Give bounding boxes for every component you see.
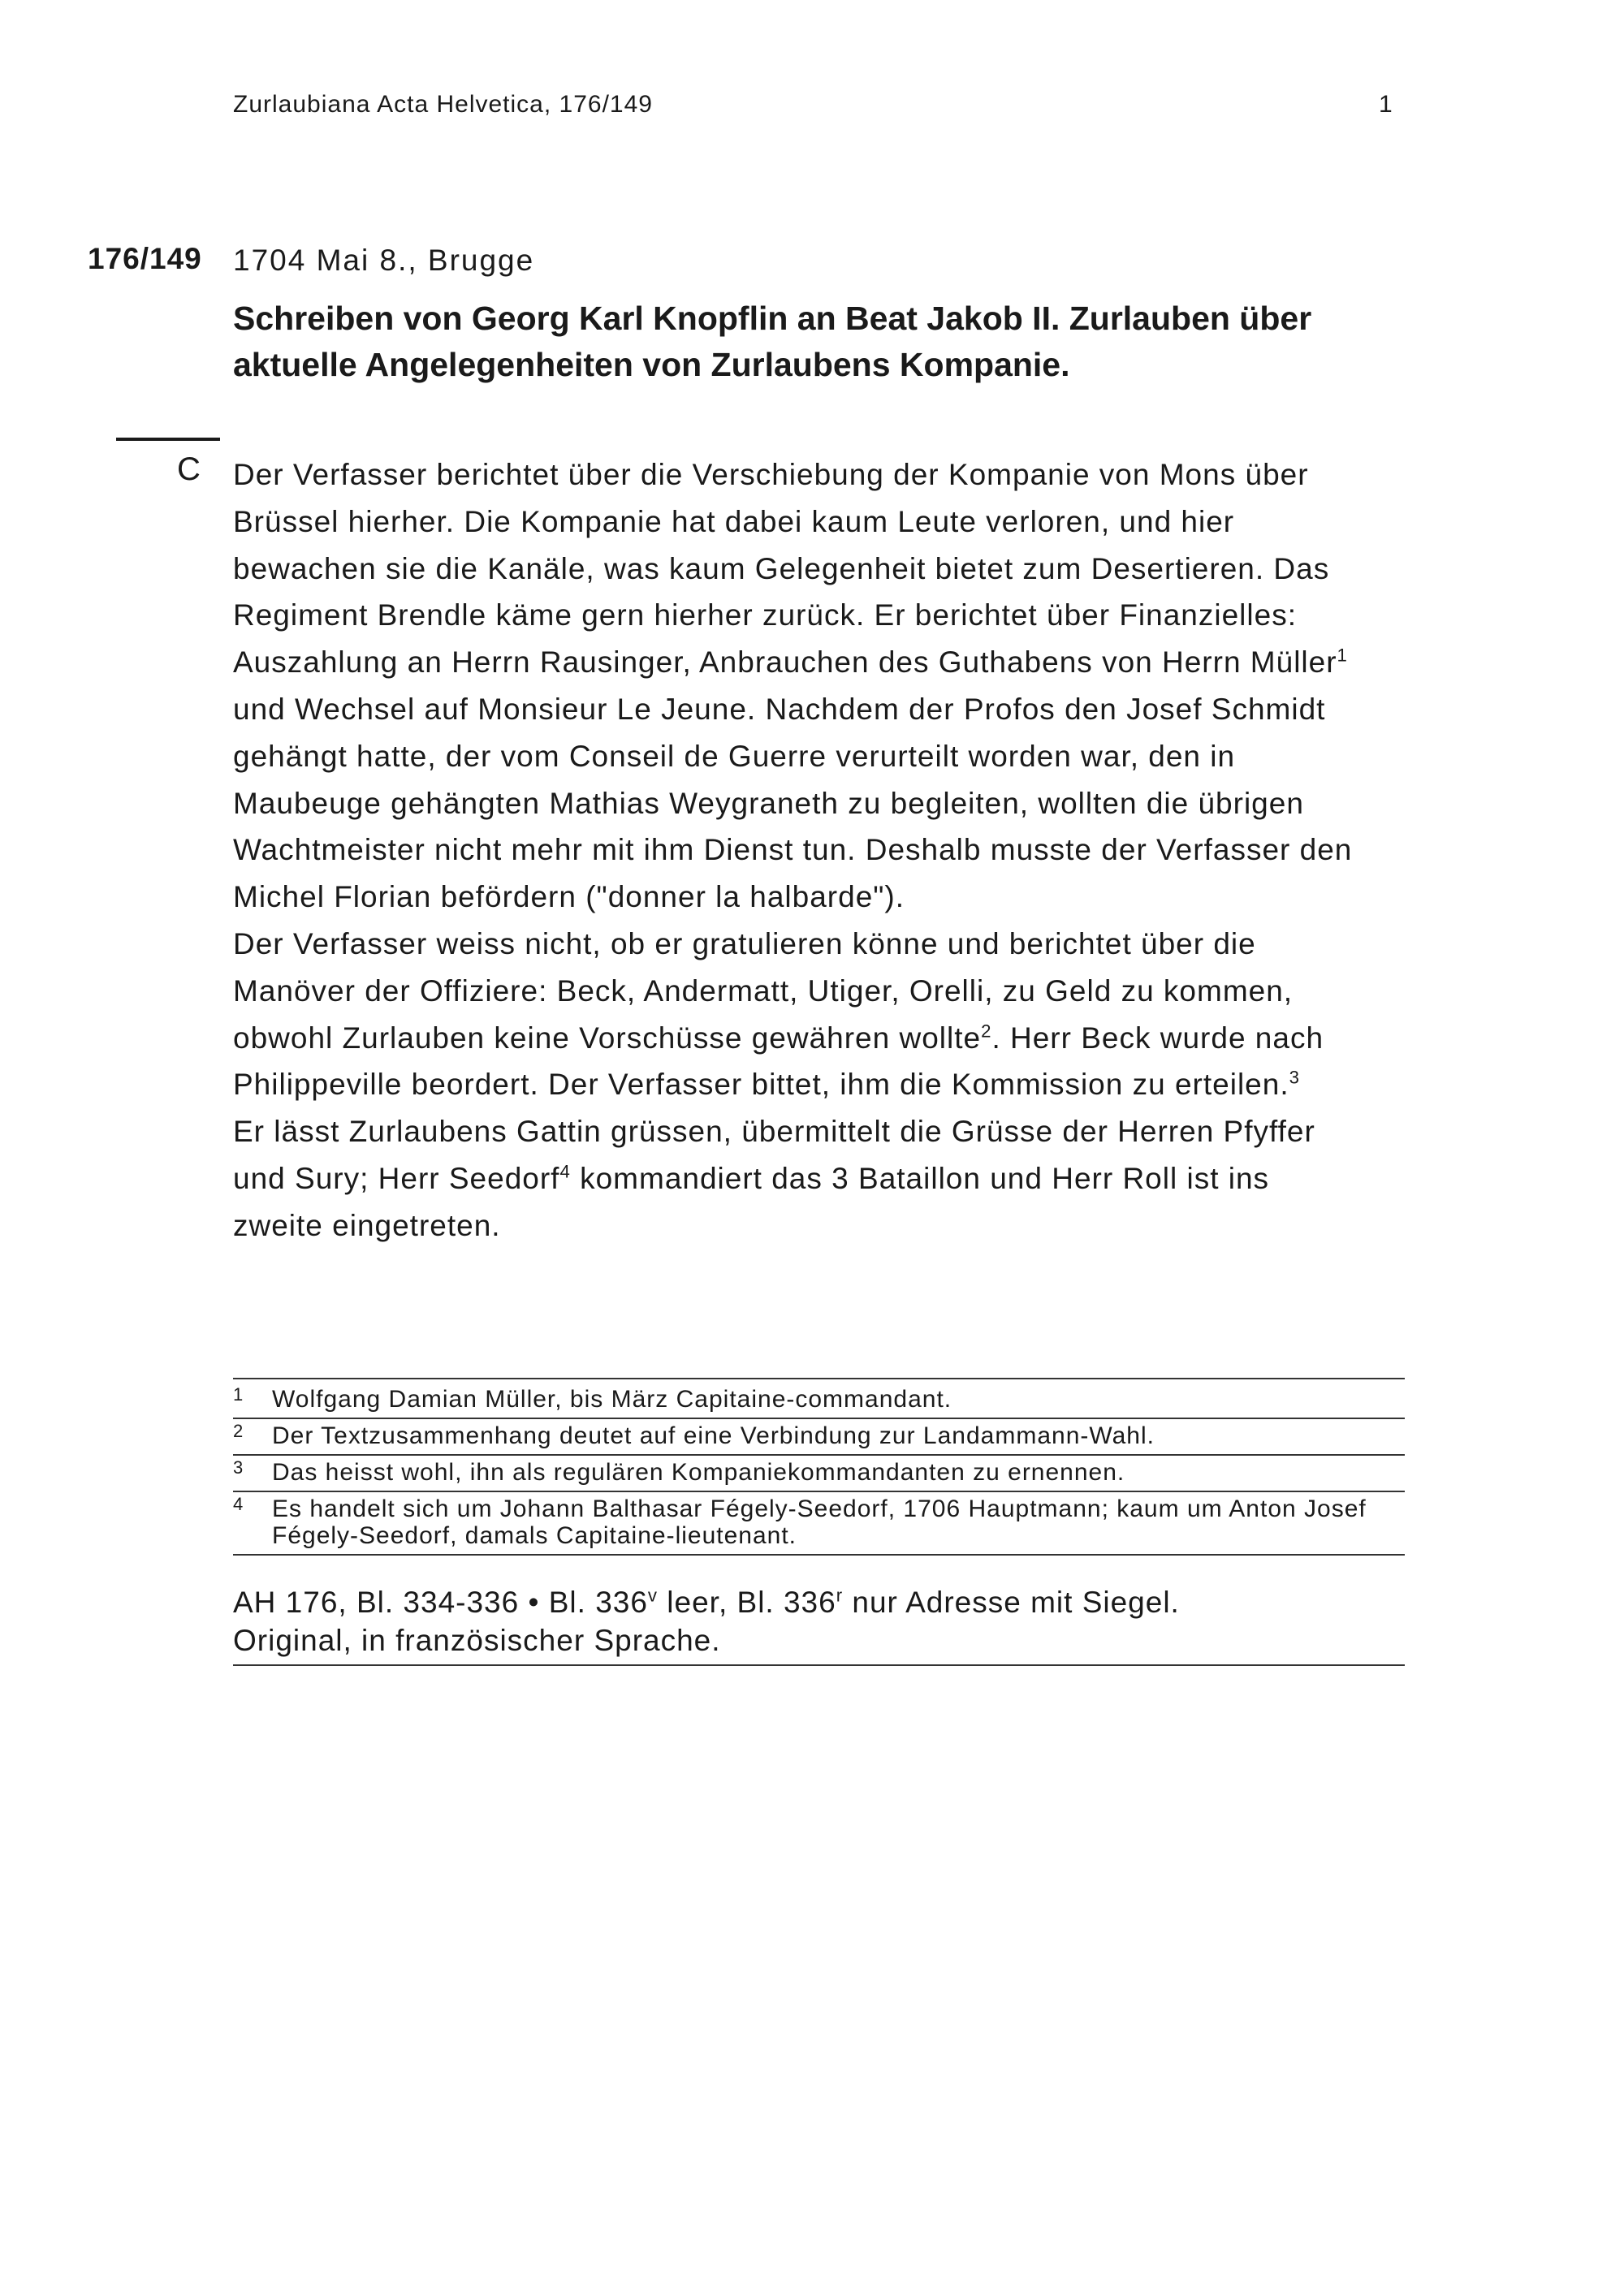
footnote — [233, 1419, 1405, 1456]
summary-line: Maubeuge gehängten Mathias Weygraneth zu begleiten, wollten die übrigen — [233, 786, 1304, 820]
summary-line: Michel Florian befördern ("donner la halbarde"). — [233, 880, 905, 914]
source-text: nur Adresse mit Siegel. — [843, 1586, 1180, 1619]
regest-title — [233, 296, 1435, 388]
summary-line — [233, 639, 1419, 686]
source-note — [233, 1583, 1405, 1666]
document-type-marker: C — [177, 451, 201, 487]
document-number: 176/149 — [88, 242, 202, 275]
summary-line: Der Verfasser weiss nicht, ob er gratulieren könne und berichtet über die — [233, 926, 1256, 960]
folio-side: v — [647, 1585, 659, 1606]
regest-title-line: Schreiben von Georg Karl Knopflin an Beat Jakob II. Zurlauben über — [233, 300, 1312, 337]
source-text: AH 176, Bl. 334-336 • Bl. 336 — [233, 1586, 648, 1619]
page-number: 1 — [1379, 91, 1393, 118]
summary-line: gehängt hatte, der vom Conseil de Guerre verurteilt worden war, den in — [233, 739, 1236, 773]
summary-text-span: Auszahlung an Herrn Rausinger, Anbrauchen des Guthabens von Herrn Müller — [233, 645, 1337, 680]
summary-text-span: Philippeville beordert. Der Verfasser bittet, ihm die Kommission zu erteilen. — [233, 1068, 1289, 1102]
margin-rule — [116, 438, 220, 441]
date-place: 1704 Mai 8., Brugge — [233, 244, 535, 277]
source-line — [233, 1583, 1405, 1621]
summary-line — [233, 1015, 1419, 1062]
running-head: Zurlaubiana Acta Helvetica, 176/149 — [233, 91, 653, 118]
footnote — [233, 1492, 1405, 1556]
summary-line: Manöver der Offiziere: Beck, Andermatt, Utiger, Orelli, zu Geld zu kommen, — [233, 973, 1294, 1008]
footnote — [233, 1379, 1405, 1419]
footnotes — [233, 1378, 1405, 1556]
footnote-ref: 3 — [1289, 1068, 1300, 1089]
summary-line: Wachtmeister nicht mehr mit ihm Dienst tun. Deshalb musste der Verfasser den — [233, 833, 1353, 867]
footnote-text: Wolfgang Damian Müller, bis März Capitaine-commandant. — [272, 1386, 952, 1413]
summary-line — [233, 1155, 1419, 1202]
footnote-mark: 2 — [233, 1421, 244, 1441]
footnote-text: Es handelt sich um Johann Balthasar Fégely-Seedorf, 1706 Hauptmann; kaum um Anton Josef Fégely-Seedorf, damals Capitaine-lieutenant. — [272, 1495, 1367, 1549]
footnote-mark: 1 — [233, 1384, 244, 1405]
footnote-text: Der Textzusammenhang deutet auf eine Verbindung zur Landammann-Wahl. — [272, 1422, 1155, 1449]
summary-line — [233, 1061, 1419, 1108]
footnote — [233, 1456, 1405, 1492]
summary-text-span: kommandiert das 3 Bataillon und Herr Roll ist ins — [570, 1161, 1270, 1195]
footnote-mark: 4 — [233, 1494, 244, 1514]
source-line: Original, in französischer Sprache. — [233, 1624, 721, 1657]
summary-line: Regiment Brendle käme gern hierher zurück. Er berichtet über Finanzielles: — [233, 598, 1297, 632]
summary-text — [233, 451, 1419, 1249]
summary-line: zweite eingetreten. — [233, 1208, 501, 1242]
summary-line: und Wechsel auf Monsieur Le Jeune. Nachdem der Profos den Josef Schmidt — [233, 692, 1326, 726]
summary-line: Der Verfasser berichtet über die Verschiebung der Kompanie von Mons über — [233, 458, 1309, 491]
footnote-mark: 3 — [233, 1457, 244, 1478]
footnote-ref: 2 — [981, 1021, 992, 1042]
summary-line: Brüssel hierher. Die Kompanie hat dabei kaum Leute verloren, und hier — [233, 504, 1235, 538]
summary-text-span: obwohl Zurlauben keine Vorschüsse gewähren wollte — [233, 1021, 982, 1055]
folio-side: r — [836, 1585, 844, 1606]
summary-line: bewachen sie die Kanäle, was kaum Gelegenheit bietet zum Desertieren. Das — [233, 551, 1330, 585]
footnote-ref: 1 — [1337, 645, 1348, 666]
footnote-ref: 4 — [559, 1161, 571, 1182]
footnote-text: Das heisst wohl, ihn als regulären Kompaniekommandanten zu ernennen. — [272, 1459, 1125, 1486]
source-text: leer, Bl. 336 — [658, 1586, 836, 1619]
summary-text-span: . Herr Beck wurde nach — [991, 1021, 1324, 1055]
summary-text-span: und Sury; Herr Seedorf — [233, 1161, 560, 1195]
summary-line: Er lässt Zurlaubens Gattin grüssen, übermittelt die Grüsse der Herren Pfyffer — [233, 1115, 1315, 1149]
regest-title-line: aktuelle Angelegenheiten von Zurlaubens Kompanie. — [233, 346, 1070, 383]
